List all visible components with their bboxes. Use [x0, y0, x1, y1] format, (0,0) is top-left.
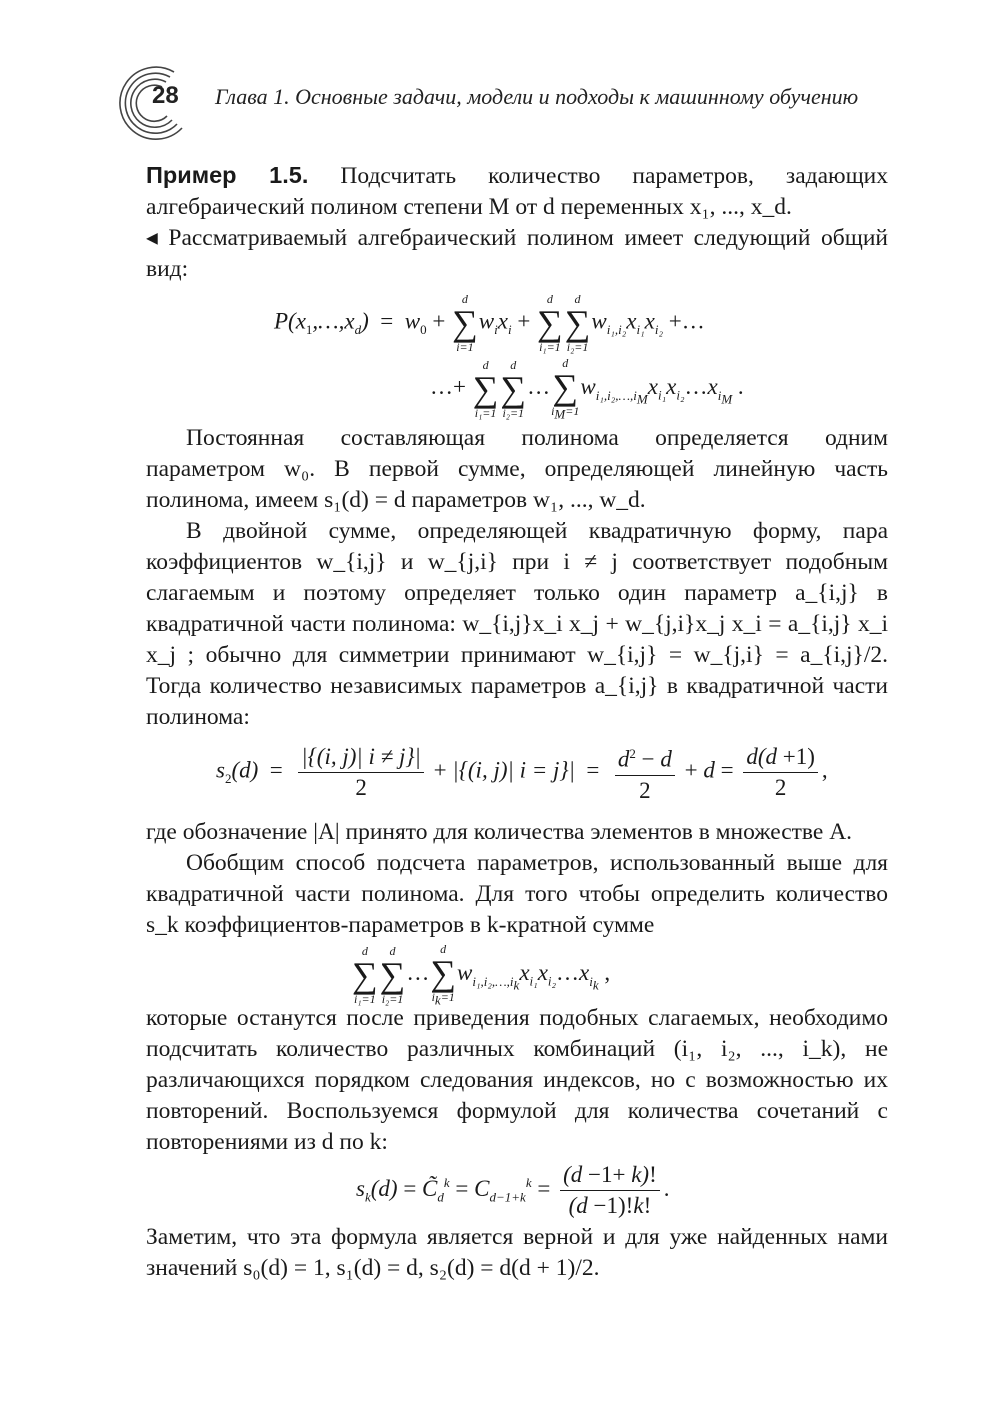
paragraph-quadratic: В двойной сумме, определяющей квадратичную форму, пара коэффициентов w_{i,j} и w_{j,i} при i ≠ j соответствует подобным слагаемым и поэтому определяет только один параметр a_{i,j} в квадратичной части полинома: w_{i,j}x_i x_j + w_{j,i}x_j x_i = a_{i,j} x_i x_j ; обычно для симметрии принимают w_{i,j} = w_{j,i} = a_{i,j}/2. Тогда количество независимых параметров a_{i,j} в квадратичной части полинома: — [146, 518, 888, 730]
paragraph-conclusion: Заметим, что эта формула является верной и для уже найденных нами значений s₀(d) = 1, s₁(d) = d, s₂(d) = d(d + 1)/2. — [146, 1224, 888, 1281]
page-number: 28 — [152, 82, 179, 109]
example-text: Подсчитать количество параметров, задающих алгебраический полином степени M от d переменных x₁, ..., x_d. — [146, 163, 888, 220]
page-body — [146, 160, 888, 1284]
equation-s2: $s_2(d)$ = $\frac{|\{(i, j)| i \ne j\}|}{2}$ + |{(i, j)| i = j}| = $\frac{d^2 - d}{2}$ + d = $\frac{d(d +1)}{2}$ , — [146, 733, 888, 817]
paragraph-intro: ◂ Рассматриваемый алгебраический полином имеет следующий общий вид: — [146, 225, 888, 282]
chapter-title: Глава 1. Основные задачи, модели и подходы к машинному обучению — [215, 84, 859, 109]
example-label: Пример 1.5. — [146, 162, 309, 188]
equation-k-sum: d ∑ i₁=1 d ∑ i₂=1 … d ∑ $i_k=1$ $w_{i_1,i_2,\dots,i_k}x_{i_1}x_{i_2}\dots x_{i_k}$ , — [352, 942, 611, 1008]
example-statement — [146, 160, 888, 223]
paragraph-generalize: Обобщим способ подсчета параметров, использованный выше для квадратичной части полинома. Для того чтобы определить количество s_k коэффициентов-параметров в k-кратной сумме — [146, 850, 888, 938]
paragraph-notation: где обозначение |A| принято для количества элементов в множестве A. — [146, 819, 853, 845]
equation-polynomial: $P(x_1,\dots,x_d) = w_0$ + d ∑ i=1 $w_ix_i$ + d ∑ i₁=1 d ∑ i₂=1 $w_{i_1,i_2}x_{i_1}x_{i_2}$ +… …+ d ∑ i₁=1 d ∑ i₂=1 … d ∑ $i_M=1$ $w_{i_1,i_2,\dots,i_M}x_{i_1}x_{i_2}\dots x_{i_M}$ . — [274, 292, 744, 422]
paragraph-combinations: которые останутся после приведения подобных слагаемых, необходимо подсчитать количество различных комбинаций (i₁, i₂, ..., i_k), не различающихся порядком следования индексов, но с возможностью их повторений. Воспользуемся формулой для количества сочетаний с повторениями из d по k: — [146, 1005, 888, 1155]
page-header — [112, 62, 892, 142]
paragraph-constant-term: Постоянная составляющая полинома определяется одним параметром w₀. В первой сумме, определяющей линейную часть полинома, имеем s₁(d) = d параметров w₁, ..., w_d. — [146, 425, 888, 513]
equation-sk: $s_k(d)$ = $C̃_d^k = C_{d-1+k}^k$ = $\frac{(d -1+ k)!}{(d -1)!k!}$ . — [356, 1162, 670, 1218]
